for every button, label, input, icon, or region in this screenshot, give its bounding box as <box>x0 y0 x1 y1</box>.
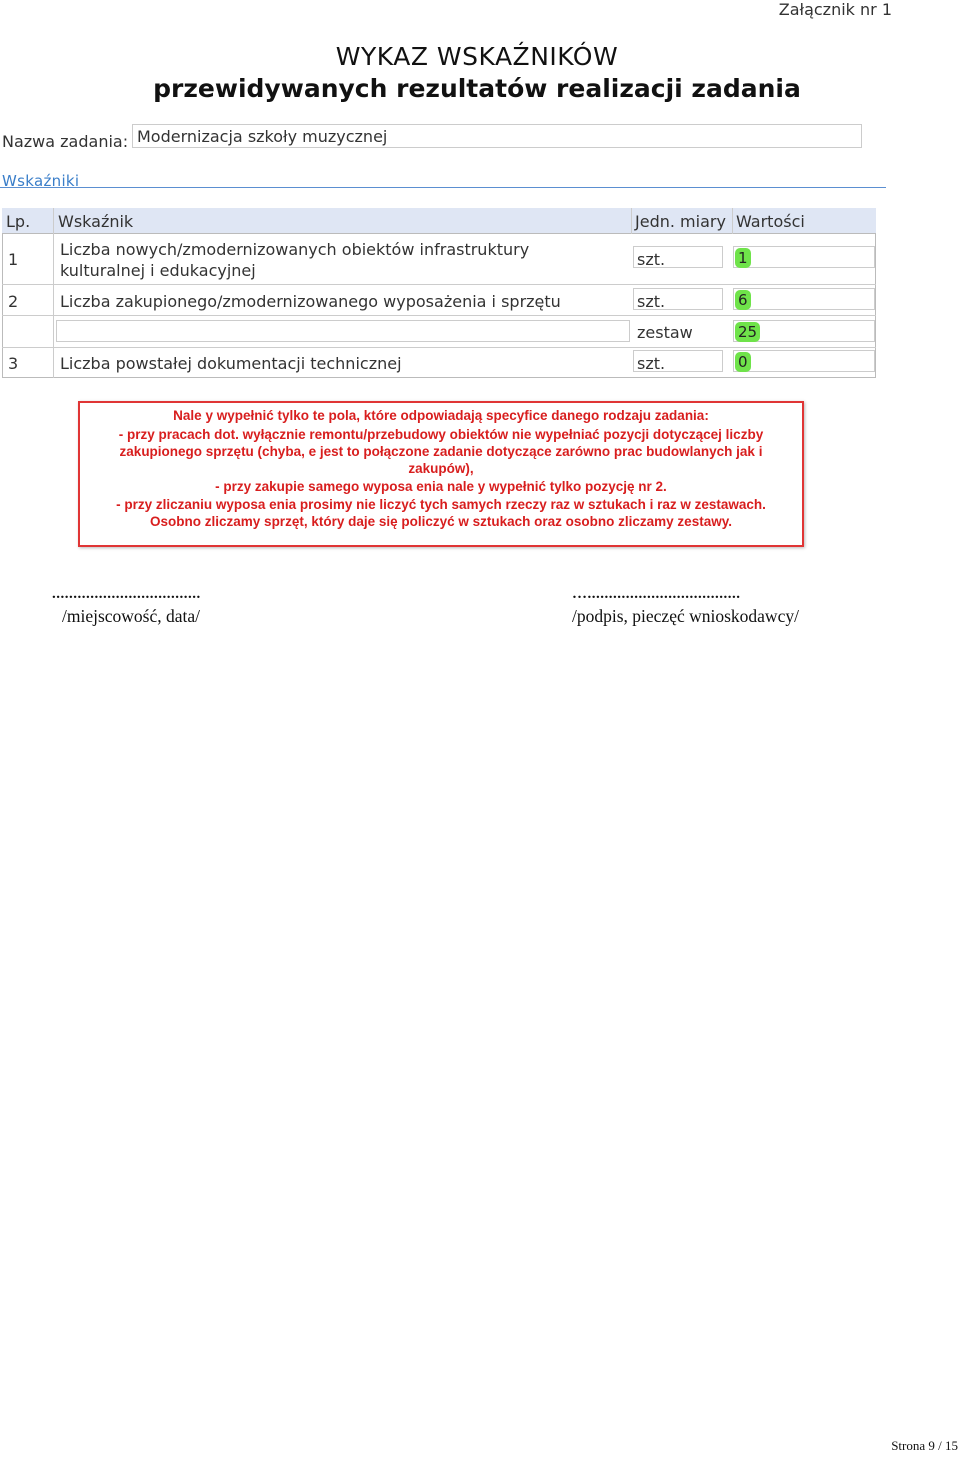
value-field[interactable] <box>733 288 875 310</box>
indicator-name: Liczba powstałej dokumentacji technicznej <box>60 354 402 373</box>
place-date-label: /miejscowość, data/ <box>62 606 201 626</box>
place-date-line: ................................... <box>52 586 201 602</box>
column-divider <box>53 208 54 378</box>
annex-label: Załącznik nr 1 <box>778 0 892 19</box>
indicator-name-field[interactable] <box>56 320 630 342</box>
value-field[interactable] <box>733 246 875 268</box>
signature-line: ….................................... <box>572 586 741 602</box>
row-number: 2 <box>8 292 19 311</box>
unit-value: szt. <box>637 354 666 373</box>
row-divider <box>2 284 876 285</box>
page-title: WYKAZ WSKAŹNIKÓW <box>335 42 619 71</box>
column-divider <box>631 208 632 234</box>
instruction-line: - przy pracach dot. wyłącznie remontu/przebudowy obiektów nie wypełniać pozycji dotyczącej liczby <box>118 427 764 442</box>
row-divider <box>2 347 876 348</box>
row-divider <box>2 315 876 316</box>
instruction-line: Osobno zliczamy sprzęt, który daje się policzyć w sztukach oraz osobno zliczamy zestawy. <box>150 514 732 529</box>
unit-value: szt. <box>637 292 666 311</box>
row-number: 3 <box>8 354 19 373</box>
indicator-name: Liczba zakupionego/zmodernizowanego wyposażenia i sprzętu <box>60 292 561 311</box>
instruction-line: zakupionego sprzętu (chyba, e jest to połączone zadanie dotyczące zarówno prac budowlanych jak i <box>119 444 763 459</box>
indicator-name: Liczba nowych/zmodernizowanych obiektów infrastruktury <box>60 240 530 259</box>
instructions-box <box>78 401 804 547</box>
column-header-unit: Jedn. miary <box>635 212 726 231</box>
task-name-label: Nazwa zadania: <box>2 132 129 151</box>
instruction-line: Nale y wypełnić tylko te pola, które odpowiadają specyfice danego rodzaju zadania: <box>173 408 709 423</box>
column-header-values: Wartości <box>736 212 805 231</box>
value-badge: 25 <box>735 322 760 342</box>
indicator-name-continued: kulturalnej i edukacyjnej <box>60 261 256 280</box>
section-title: Wskaźniki <box>2 172 80 190</box>
page-number: Strona 9 / 15 <box>891 1438 958 1453</box>
value-badge: 0 <box>735 352 751 372</box>
value-field[interactable] <box>733 350 875 372</box>
instruction-line: - przy zliczaniu wyposa enia prosimy nie liczyć tych samych rzeczy raz w sztukach i raz w zestawach. <box>116 497 766 512</box>
signature-label: /podpis, pieczęć wnioskodawcy/ <box>572 606 799 626</box>
unit-value: szt. <box>637 250 666 269</box>
column-header-indicator: Wskaźnik <box>58 212 134 231</box>
page-subtitle: przewidywanych rezultatów realizacji zadania <box>153 74 801 103</box>
unit-value: zestaw <box>637 323 693 342</box>
instruction-line: - przy zakupie samego wyposa enia nale y wypełnić tylko pozycję nr 2. <box>215 479 667 494</box>
column-header-lp: Lp. <box>6 212 31 231</box>
section-divider <box>0 187 886 188</box>
value-badge: 1 <box>735 248 751 268</box>
task-name-field[interactable]: Modernizacja szkoły muzycznej <box>132 124 862 148</box>
row-number: 1 <box>8 250 19 269</box>
column-divider <box>732 208 733 234</box>
value-badge: 6 <box>735 290 751 310</box>
instruction-line: zakupów), <box>408 461 474 476</box>
